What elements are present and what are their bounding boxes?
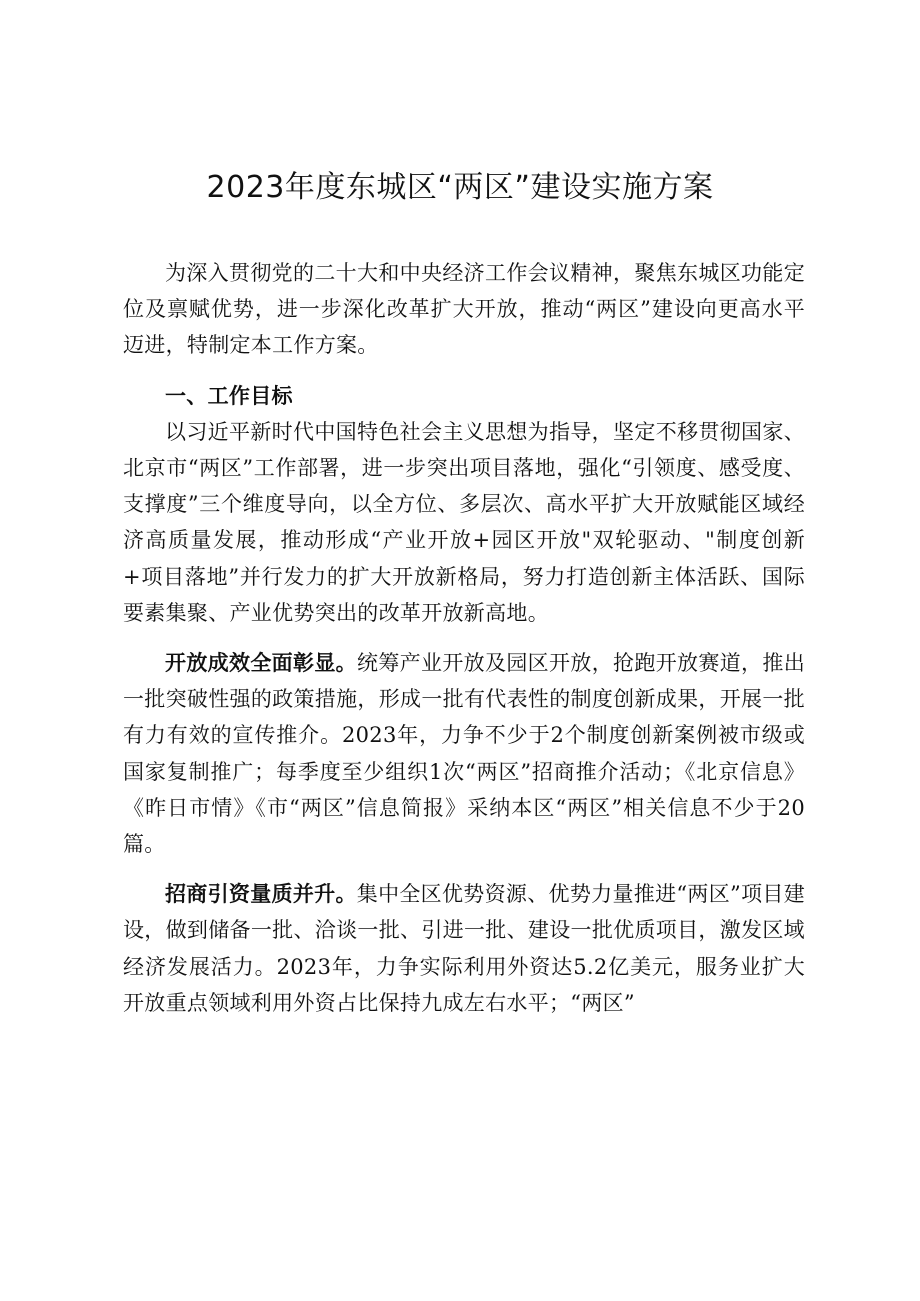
section-heading-work-goals: 一、工作目标: [165, 383, 293, 408]
document-body: [123, 255, 805, 1021]
goal-open-results-lead: 开放成效全面彰显。: [165, 651, 358, 676]
goal-investment-text: 集中全区优势资源、优势力量推进“两区”项目建设，做到储备一批、洽谈一批、引进一批、建设一批优质项目，激发区域经济发展活力。2023年，力争实际利用外资达5.2亿美元，服务业扩大开放重点领域利用外资占比保持九成左右水平；“两区”: [123, 882, 805, 1015]
goal-open-results-paragraph: [123, 645, 805, 862]
work-goals-paragraph: 以习近平新时代中国特色社会主义思想为指导，坚定不移贯彻国家、北京市“两区”工作部署，进一步突出项目落地，强化“引领度、感受度、支撑度”三个维度导向，以全方位、多层次、高水平扩大开放赋能区域经济高质量发展，推动形成“产业开放+园区开放"双轮驱动、"制度创新+项目落地”并行发力的扩大开放新格局，努力打造创新主体活跃、国际要素集聚、产业优势突出的改革开放新高地。: [123, 419, 805, 625]
spacer: [123, 631, 805, 645]
document-title: 2023年度东城区“两区”建设实施方案: [206, 170, 714, 205]
goal-open-results-text: 统筹产业开放及园区开放，抢跑开放赛道，推出一批突破性强的政策措施，形成一批有代表性的制度创新成果，开展一批有力有效的宣传推介。2023年，力争不少于2个制度创新案例被市级或国家复制推广；每季度至少组织1次“两区”招商推介活动；《北京信息》《昨日市情》《市“两区”信息简报》采纳本区“两区”相关信息不少于20篇。: [123, 651, 805, 857]
spacer: [123, 862, 805, 876]
spacer: [123, 364, 805, 378]
goal-investment-paragraph: [123, 876, 805, 1021]
goal-investment-lead: 招商引资量质并升。: [165, 882, 357, 907]
intro-paragraph: 为深入贯彻党的二十大和中央经济工作会议精神，聚焦东城区功能定位及禀赋优势，进一步深化改革扩大开放，推动“两区”建设向更高水平迈进，特制定本工作方案。: [123, 261, 805, 358]
